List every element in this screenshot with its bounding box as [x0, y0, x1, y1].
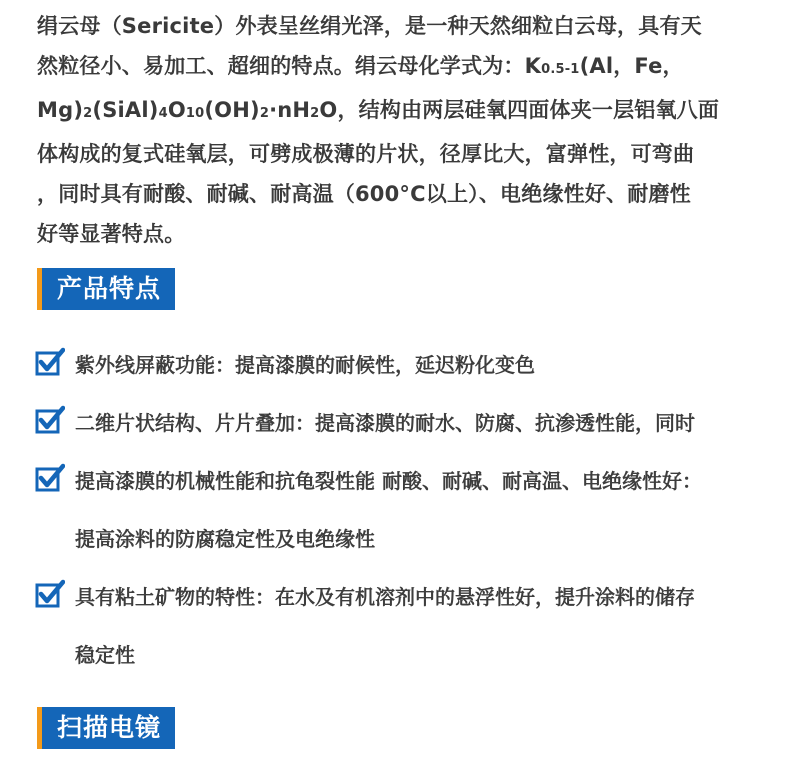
feature-list — [35, 336, 765, 684]
intro-line-6: 好等显著特点。 — [37, 222, 186, 246]
checkbox-check-icon — [35, 463, 65, 493]
feature-item — [35, 568, 765, 684]
checkbox-check-icon — [35, 579, 65, 609]
feature-text: 二维片状结构、片片叠加：提高漆膜的耐水、防腐、抗渗透性能，同时 — [75, 411, 695, 435]
feature-item — [35, 336, 765, 394]
feature-text-continued: 稳定性 — [75, 643, 135, 667]
intro-paragraph — [37, 6, 762, 254]
feature-text-continued: 提高涂料的防腐稳定性及电绝缘性 — [75, 527, 375, 551]
section-header-sem — [37, 707, 175, 749]
checkbox-check-icon — [35, 347, 65, 377]
section-title: 产品特点 — [42, 268, 175, 310]
section-title: 扫描电镜 — [42, 707, 175, 749]
feature-text: 具有粘土矿物的特性：在水及有机溶剂中的悬浮性好，提升涂料的储存 — [75, 585, 695, 609]
intro-line-1: 绢云母（Sericite）外表呈丝绢光泽，是一种天然细粒白云母，具有天 — [37, 14, 702, 38]
feature-text: 提高漆膜的机械性能和抗龟裂性能 耐酸、耐碱、耐高温、电绝缘性好： — [75, 469, 702, 493]
feature-item — [35, 394, 765, 452]
checkbox-check-icon — [35, 405, 65, 435]
section-header-features — [37, 268, 175, 310]
feature-item — [35, 452, 765, 568]
feature-text: 紫外线屏蔽功能：提高漆膜的耐候性，延迟粉化变色 — [75, 353, 535, 377]
intro-line-3: Mg)2(SiAl)4O10(OH)2·nH2O，结构由两层硅氧四面体夹一层铝氧八面 — [37, 98, 720, 122]
intro-line-5: ，同时具有耐酸、耐碱、耐高温（600°C以上）、电绝缘性好、耐磨性 — [37, 182, 691, 206]
intro-line-4: 体构成的复式硅氧层，可劈成极薄的片状，径厚比大，富弹性，可弯曲 — [37, 142, 695, 166]
intro-line-2: 然粒径小、易加工、超细的特点。绢云母化学式为：K0.5-1(Al，Fe， — [37, 54, 684, 78]
